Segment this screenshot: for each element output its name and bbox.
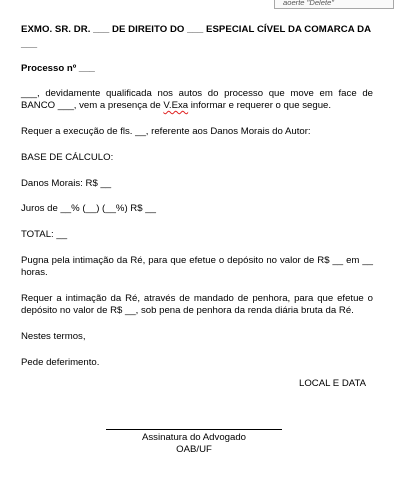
base-calculo-heading: BASE DE CÁLCULO: <box>21 152 114 163</box>
pede-deferimento-line: Pede deferimento. <box>21 357 100 368</box>
document-header: EXMO. SR. DR. ___ DE DIREITO DO ___ ESPECIAL CÍVEL DA COMARCA DA ___ <box>21 24 371 50</box>
tooltip <box>274 0 394 9</box>
vexa-misspelled-word[interactable]: V.Exa <box>163 100 189 111</box>
oab-label: OAB/UF <box>176 444 212 455</box>
local-e-data: LOCAL E DATA <box>299 378 366 389</box>
pugna-paragraph: Pugna pela intimação da Ré, para que efetue o depósito no valor de R$ __ em __ horas. <box>21 255 373 278</box>
danos-morais-line: Danos Morais: R$ __ <box>21 178 112 189</box>
processo-number: Processo nº ___ <box>21 63 95 74</box>
tooltip-text: aoerte "Delete" <box>283 0 334 7</box>
intro-text-part1: ___, devidamente qualificada nos autos do processo que move em face de BANCO ___, vem a presença de <box>21 88 373 111</box>
intro-paragraph <box>21 88 373 112</box>
assinatura-label: Assinatura do Advogado <box>141 432 246 443</box>
requer-intimacao-paragraph: Requer a intimação da Ré, através de mandado de penhora, para que efetue o depósito no valor de R$ __, sob pena de penhora da renda diária bruta da Ré. <box>21 293 373 316</box>
intro-text-part2: informar e requerer o que segue. <box>188 100 332 111</box>
document-body <box>21 22 373 455</box>
signature-line <box>106 429 282 430</box>
total-line: TOTAL: __ <box>21 229 68 240</box>
juros-line: Juros de __% (__) (__%) R$ __ <box>21 203 156 214</box>
execucao-paragraph: Requer a execução de fls. __, referente aos Danos Morais do Autor: <box>21 126 311 137</box>
nestes-termos-line: Nestes termos, <box>21 331 86 342</box>
